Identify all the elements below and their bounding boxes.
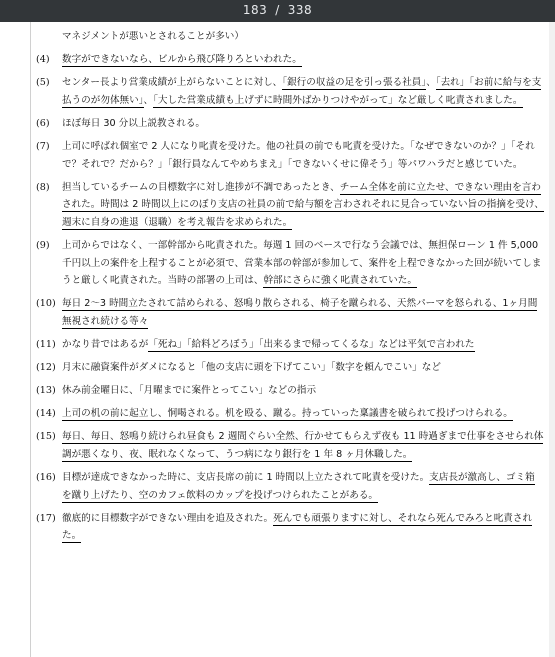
plain-text: 月末に融資案件がダメになると「他の支店に頭を下げてこい」「数字を頼んでこい」など bbox=[62, 362, 441, 373]
plain-text: センター長より営業成績が上がらないことに対し、 bbox=[62, 77, 283, 89]
page-counter bbox=[0, 0, 555, 22]
document-content bbox=[36, 28, 544, 550]
underlined-text: 上司の机の前に起立し、恫喝される。机を殴る、蹴る。持っていった稟議書を破られて投げつけられる。 bbox=[62, 408, 513, 420]
underlined-text: 毎日 2～3 時間立たされて詰められる、怒鳴り散らされる、椅子を蹴られる、天然パーマを怒られる、1ヶ月間無視され続ける等々 bbox=[62, 298, 538, 327]
item-number: (15) bbox=[36, 431, 56, 443]
underlined-text: 「去れ」「お前に給与を支払うのが勿体無い」 bbox=[62, 77, 542, 106]
item-number: (5) bbox=[36, 77, 50, 89]
item-number: (10) bbox=[36, 298, 56, 310]
item-text bbox=[62, 510, 544, 545]
item-number: (7) bbox=[36, 140, 50, 152]
list-item bbox=[36, 336, 544, 354]
continuation-line: マネジメントが悪いとされることが多い） bbox=[62, 31, 244, 42]
item-text bbox=[62, 115, 544, 133]
item-number: (14) bbox=[36, 408, 56, 420]
list-item bbox=[36, 382, 544, 400]
list-item bbox=[36, 138, 544, 173]
item-text bbox=[62, 295, 544, 330]
underlined-text: 幹部にさらに強く叱責されていた。 bbox=[263, 275, 417, 287]
underlined-text: 「大した営業成績も上げずに時間外ばかりつけやがって」など厳しく叱責されました。 bbox=[153, 94, 523, 106]
list-item bbox=[36, 237, 544, 290]
plain-text: 担当しているチームの目標数字に対し進捗が不調であったとき、 bbox=[62, 181, 340, 193]
item-number: (13) bbox=[36, 385, 56, 397]
item-text bbox=[62, 237, 544, 290]
underlined-text: 毎日、毎日、怒鳴り続けられ昼食も 2 週間ぐらい全然、行かせてもらえず夜も 11 時過ぎまで仕事をさせられ体調が悪くなり、夜、眠れなくなって、うつ病になり銀行を 1 年 8 ヶ月休職した。 bbox=[62, 431, 544, 460]
underlined-text: 「銀行の収益の足を引っ張る社員」 bbox=[282, 77, 427, 89]
item-text bbox=[62, 469, 544, 504]
item-number: (11) bbox=[36, 338, 56, 350]
total-pages: 338 bbox=[287, 3, 313, 17]
list-item bbox=[36, 359, 544, 377]
underlined-text: 時間は 2 時間以上にのぼり支店の社員の前で給与額を言わされそれに見合っていない旨の指摘を受け、週末に自身の進退（退職）を考え報告を求められた。 bbox=[62, 199, 544, 228]
underlined-text: 死んでも頑張りますに対し、それなら死んでみろと叱責された。 bbox=[62, 512, 533, 542]
list-item bbox=[36, 179, 544, 232]
pdf-viewer-toolbar bbox=[0, 0, 555, 22]
list-item bbox=[36, 295, 544, 330]
list-item bbox=[36, 51, 544, 69]
underlined-text: 「死ね」「給料どろぼう」「出来るまで帰ってくるな」などは平気で言われた bbox=[148, 338, 475, 350]
item-number: (12) bbox=[36, 362, 56, 373]
plain-text: 上司に呼ばれ個室で 2 人になり叱責を受けた。他の社員の前でも叱責を受けた。「なぜできないのか？」「それで？それで？だから？」「銀行員なんてやめちまえ」「できないくせに偉そう」等パワハラだと感じていた。 bbox=[62, 140, 535, 170]
item-text bbox=[62, 359, 544, 377]
plain-text: ほぼ毎日 30 分以上説教される。 bbox=[62, 117, 206, 129]
item-number: (9) bbox=[36, 239, 50, 251]
plain-text: 徹底的に目標数字ができない理由を追及された。 bbox=[62, 512, 274, 524]
item-number: (6) bbox=[36, 117, 50, 129]
item-number: (4) bbox=[36, 54, 50, 66]
item-text bbox=[62, 428, 544, 463]
underlined-text: 支店長が激高し、ゴミ箱を蹴り上げたり、空のカフェ飲料のカップを投げつけられたことがある。 bbox=[62, 471, 535, 501]
list-item bbox=[36, 74, 544, 109]
item-text bbox=[62, 138, 544, 173]
item-number: (17) bbox=[36, 512, 56, 524]
item-text bbox=[62, 336, 544, 354]
plain-text: 、 bbox=[143, 94, 154, 106]
plain-text: かなり昔ではあるが bbox=[62, 338, 149, 350]
item-text bbox=[62, 179, 544, 232]
underlined-text: 数字ができないなら、ビルから飛び降りろといわれた。 bbox=[62, 54, 302, 66]
item-text bbox=[62, 74, 544, 109]
page-separator: / bbox=[275, 3, 280, 17]
plain-text: 目標が達成できなかった時に、支店長席の前に 1 時間以上立たされて叱責を受けた。 bbox=[62, 471, 430, 483]
plain-text: 休み前金曜日に、「月曜までに案件とってこい」などの指示 bbox=[62, 385, 317, 397]
item-text bbox=[62, 405, 544, 423]
list-item bbox=[36, 428, 544, 463]
item-number: (16) bbox=[36, 471, 56, 483]
list-item bbox=[36, 115, 544, 133]
plain-text: 上司からではなく、一部幹部から叱責された。毎週 1 回のベースで行なう会議では、無担保ローン 1 件 5,000 千円以上の案件を上程することが必須で、営業本部の幹部が参加して、案件を上程できなかった回が続いてしまうと厳しく叱責された。当時の部署の上司は、 bbox=[62, 239, 542, 287]
vertical-scrollbar[interactable] bbox=[549, 22, 555, 657]
list-item bbox=[36, 510, 544, 545]
current-page-number[interactable]: 183 bbox=[242, 3, 268, 17]
plain-text: 、 bbox=[426, 77, 436, 89]
underlined-text: チーム全体を前に立たせ、できない理由を言わされた。 bbox=[62, 181, 541, 211]
item-text bbox=[62, 382, 544, 400]
list-item bbox=[36, 405, 544, 423]
item-text bbox=[62, 51, 544, 69]
harassment-list bbox=[36, 51, 544, 545]
list-item bbox=[36, 469, 544, 504]
item-number: (8) bbox=[36, 181, 50, 193]
